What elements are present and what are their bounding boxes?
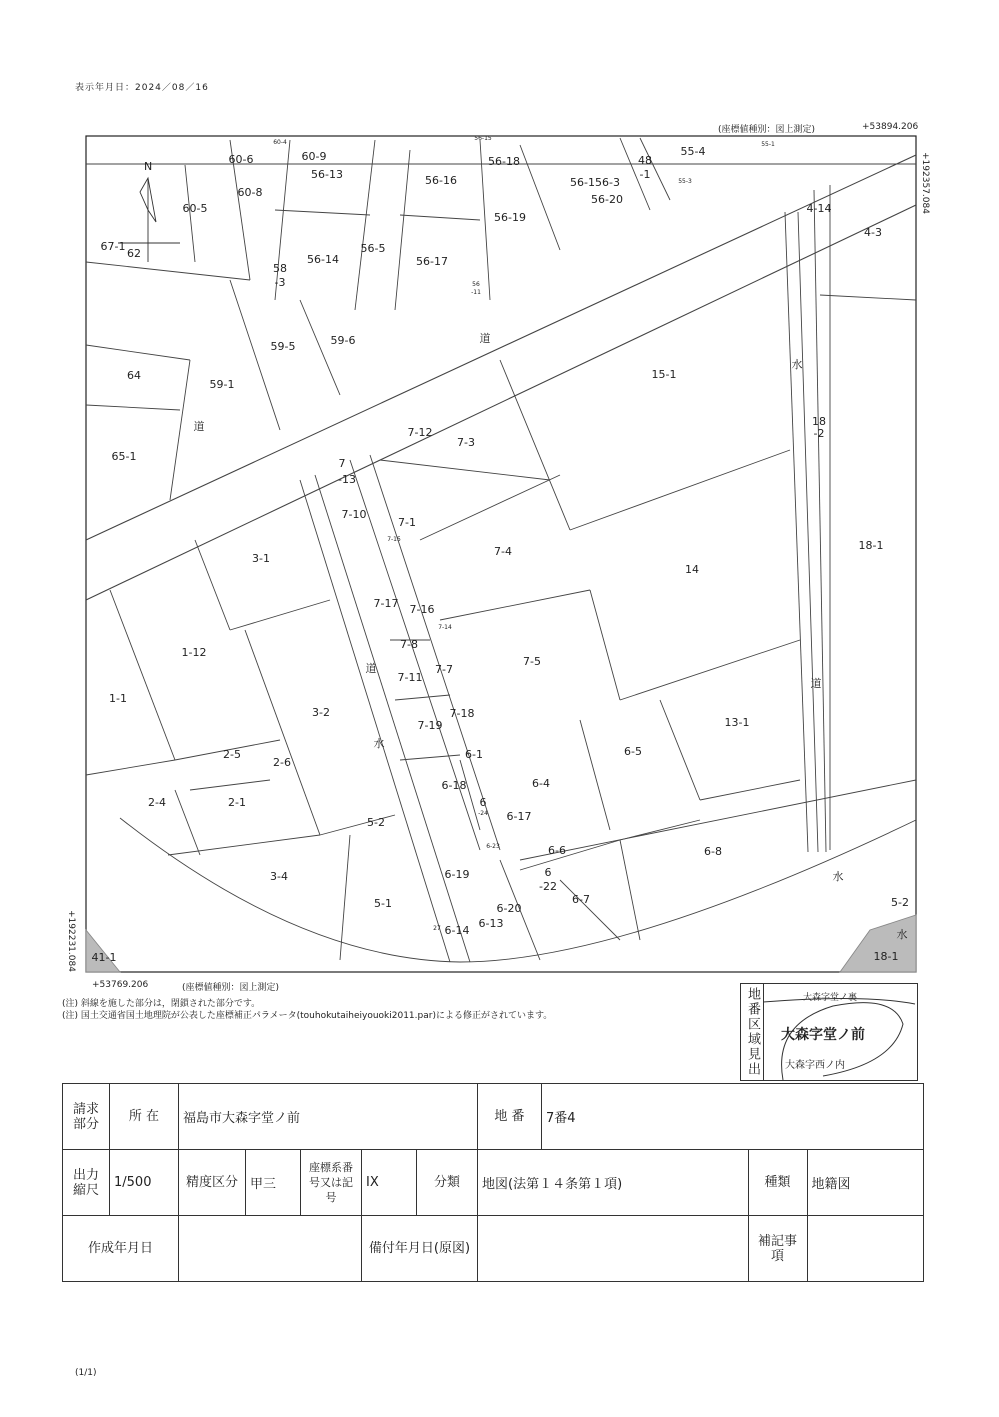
parcel-label: 64 bbox=[127, 369, 141, 382]
parcel-label: 60-4 bbox=[273, 139, 287, 146]
parcel-label: 6-17 bbox=[506, 810, 532, 823]
parcel-label: 58 bbox=[273, 262, 287, 275]
parcel-label: 6-14 bbox=[444, 924, 470, 937]
parcel-label: 48 bbox=[638, 154, 652, 167]
parcel-label: 41-1 bbox=[91, 951, 117, 964]
kind-value: 地籍図 bbox=[807, 1150, 923, 1216]
parcel-label: 7-14 bbox=[438, 624, 452, 631]
parcel-label: 7-11 bbox=[397, 671, 423, 684]
parcel-label: 7-8 bbox=[400, 638, 418, 651]
loc-label: 所 在 bbox=[110, 1084, 179, 1150]
parcel-label: 18-1 bbox=[873, 950, 899, 963]
scale-label: 出力縮尺 bbox=[63, 1150, 110, 1216]
supp-label: 補記事項 bbox=[748, 1216, 807, 1282]
parcel-label: 18-1 bbox=[858, 539, 884, 552]
parcel-label: 6-4 bbox=[532, 777, 550, 790]
coord-right-top: +192357.084 bbox=[920, 152, 930, 214]
parcel-label: 56-16 bbox=[425, 174, 457, 187]
parcel-label: 7-15 bbox=[387, 536, 401, 543]
note-1: (注) 斜線を施した部分は，閉鎖された部分です。 bbox=[62, 999, 261, 1009]
coordsys-value: IX bbox=[362, 1150, 417, 1216]
parcel-label: 56-13 bbox=[311, 168, 343, 181]
parcel-label: 56-19 bbox=[494, 211, 526, 224]
parcel-label: 7-4 bbox=[494, 545, 512, 558]
parcel-label: 55-1 bbox=[761, 141, 775, 148]
parcel-label: 7-12 bbox=[407, 426, 433, 439]
coord-top-right: +53894.206 bbox=[862, 122, 919, 132]
loc-value: 福島市大森字堂ノ前 bbox=[179, 1084, 478, 1150]
parcel-label: -11 bbox=[471, 289, 481, 296]
parcel-label: 道 bbox=[479, 332, 491, 345]
parcel-label: 7-10 bbox=[341, 508, 367, 521]
parcel-label: 15-1 bbox=[651, 368, 677, 381]
parcel-label: 6-20 bbox=[496, 902, 522, 915]
created-value bbox=[179, 1216, 362, 1282]
parcel-label: 3-1 bbox=[252, 552, 270, 565]
area-a: 大森字堂ノ裏 bbox=[803, 993, 858, 1003]
remarks-label: 備付年月日(原図) bbox=[362, 1216, 478, 1282]
parcel-label: 6-7 bbox=[572, 893, 590, 906]
parcel-label: 60-8 bbox=[237, 186, 263, 199]
parcel-label: 水 bbox=[373, 737, 385, 750]
parcel-label: 道 bbox=[193, 420, 205, 433]
parcel-label: 7-18 bbox=[449, 707, 475, 720]
parcel-label: 56-14 bbox=[307, 253, 339, 266]
parcel-label: -1 bbox=[639, 168, 651, 181]
parcel-label: 55-4 bbox=[680, 145, 706, 158]
area-map-title: 地番区域見出 bbox=[741, 984, 764, 1080]
parcel-label: 60-6 bbox=[228, 153, 254, 166]
precision-value: 甲三 bbox=[246, 1150, 301, 1216]
parcel-label: 14 bbox=[685, 563, 699, 576]
coord-bottom-left: +53769.206 bbox=[92, 980, 149, 990]
parcel-label: 7 bbox=[338, 457, 346, 470]
parcel-label: 59-1 bbox=[209, 378, 235, 391]
class-label: 分類 bbox=[417, 1150, 478, 1216]
parcel-label: 6 bbox=[544, 866, 552, 879]
parcel-label: 3-4 bbox=[270, 870, 288, 883]
parcel-label: 3-2 bbox=[312, 706, 330, 719]
parcel-label: 4-14 bbox=[806, 202, 832, 215]
parcel-label: 1-1 bbox=[109, 692, 127, 705]
parcel-label: 56-20 bbox=[591, 193, 623, 206]
parcel-label: 水 bbox=[791, 358, 803, 371]
parcel-label: 59-6 bbox=[330, 334, 356, 347]
lot-label: 地 番 bbox=[478, 1084, 542, 1150]
parcel-label: 6-6 bbox=[548, 844, 566, 857]
class-value: 地図(法第１４条第１項) bbox=[478, 1150, 749, 1216]
scale-value: 1/500 bbox=[110, 1150, 179, 1216]
parcel-label: 62 bbox=[127, 247, 141, 260]
info-table bbox=[62, 1083, 924, 1282]
parcel-label: 6-18 bbox=[441, 779, 467, 792]
parcel-label: 56-17 bbox=[416, 255, 448, 268]
parcel-label: 2-6 bbox=[273, 756, 291, 769]
lot-value: 7番4 bbox=[542, 1084, 924, 1150]
note-2: (注) 国土交通省国土地理院が公表した座標補正パラメータ(touhokutaiheiyouoki2011.par)による修正がされています。 bbox=[62, 1011, 553, 1021]
parcel-label: 水 bbox=[896, 928, 908, 941]
coordsys-label: 座標系番号又は記号 bbox=[301, 1150, 362, 1216]
parcel-label: -13 bbox=[338, 473, 356, 486]
parcel-label: 27 bbox=[433, 925, 441, 932]
area-map-box bbox=[740, 983, 918, 1081]
precision-label: 精度区分 bbox=[179, 1150, 246, 1216]
road-edge bbox=[315, 475, 470, 962]
parcel-label: 56 bbox=[472, 281, 480, 288]
created-label: 作成年月日 bbox=[63, 1216, 179, 1282]
parcel-label: 1-12 bbox=[181, 646, 207, 659]
parcel-label: -3 bbox=[274, 276, 286, 289]
display-date: 表示年月日：2024／08／16 bbox=[75, 83, 209, 93]
coord-type-bottom: (座標値種別：図上測定) bbox=[182, 983, 280, 993]
waterway-edge bbox=[785, 212, 808, 852]
parcel-label: 2-1 bbox=[228, 796, 246, 809]
parcel-label: 6-19 bbox=[444, 868, 470, 881]
supp-value bbox=[807, 1216, 923, 1282]
parcel-label: 6 bbox=[479, 796, 487, 809]
parcel-label: 56-18 bbox=[488, 155, 520, 168]
parcel-label: 6-13 bbox=[478, 917, 504, 930]
parcel-label: 5-2 bbox=[891, 896, 909, 909]
waterway-edge bbox=[798, 212, 818, 852]
parcel-label: 7-3 bbox=[457, 436, 475, 449]
parcel-label: 7-7 bbox=[435, 663, 453, 676]
parcel-label: -22 bbox=[539, 880, 557, 893]
parcel-label: 60-5 bbox=[182, 202, 208, 215]
road-edge bbox=[370, 455, 500, 850]
parcel-label: 水 bbox=[832, 870, 844, 883]
parcel-label: 7-17 bbox=[373, 597, 399, 610]
parcel-label: 60-9 bbox=[301, 150, 327, 163]
parcel-label: 59-5 bbox=[270, 340, 296, 353]
parcel-label: 6-23 bbox=[486, 843, 500, 850]
parcel-label: 7-5 bbox=[523, 655, 541, 668]
remarks-value bbox=[478, 1216, 749, 1282]
parcel-label: 65-1 bbox=[111, 450, 137, 463]
parcel-label: 道 bbox=[810, 677, 822, 690]
parcel-label: 7-1 bbox=[398, 516, 416, 529]
parcel-label: 67-1 bbox=[100, 240, 126, 253]
page-number: (1/1) bbox=[75, 1368, 97, 1378]
parcel-label: 道 bbox=[365, 662, 377, 675]
parcel-label: 2-4 bbox=[148, 796, 166, 809]
parcel-label: 56-15 bbox=[474, 135, 492, 142]
parcel-label: 5-2 bbox=[367, 816, 385, 829]
parcel-label: 6-5 bbox=[624, 745, 642, 758]
req-label: 請求部分 bbox=[63, 1084, 110, 1150]
parcel-label: 6-1 bbox=[465, 748, 483, 761]
area-c: 大森字西ノ内 bbox=[785, 1060, 845, 1071]
parcel-label: -24 bbox=[478, 810, 488, 817]
closed-area bbox=[840, 915, 916, 972]
coord-left-bottom: +192231.084 bbox=[66, 910, 76, 972]
parcel-label: 7-19 bbox=[417, 719, 443, 732]
kind-label: 種類 bbox=[748, 1150, 807, 1216]
north-label: N bbox=[144, 160, 153, 173]
parcel-label: -2 bbox=[813, 427, 825, 440]
parcel-label: 56-5 bbox=[360, 242, 386, 255]
coord-type-top: (座標値種別：図上測定) bbox=[718, 125, 816, 135]
parcel-label: 56-156-3 bbox=[570, 176, 620, 189]
parcel-label: 5-1 bbox=[374, 897, 392, 910]
area-main: 大森字堂ノ前 bbox=[781, 1027, 865, 1043]
notes bbox=[62, 998, 552, 1022]
waterway-edge bbox=[814, 190, 826, 852]
parcel-label: 55-3 bbox=[678, 178, 692, 185]
parcel-label: 4-3 bbox=[864, 226, 882, 239]
parcel-label: 6-8 bbox=[704, 845, 722, 858]
parcel-label: 18 bbox=[812, 415, 826, 428]
boundary-curve bbox=[120, 818, 916, 962]
parcel-label: 7-16 bbox=[409, 603, 435, 616]
parcel-label: 2-5 bbox=[223, 748, 241, 761]
parcel-label: 13-1 bbox=[724, 716, 750, 729]
